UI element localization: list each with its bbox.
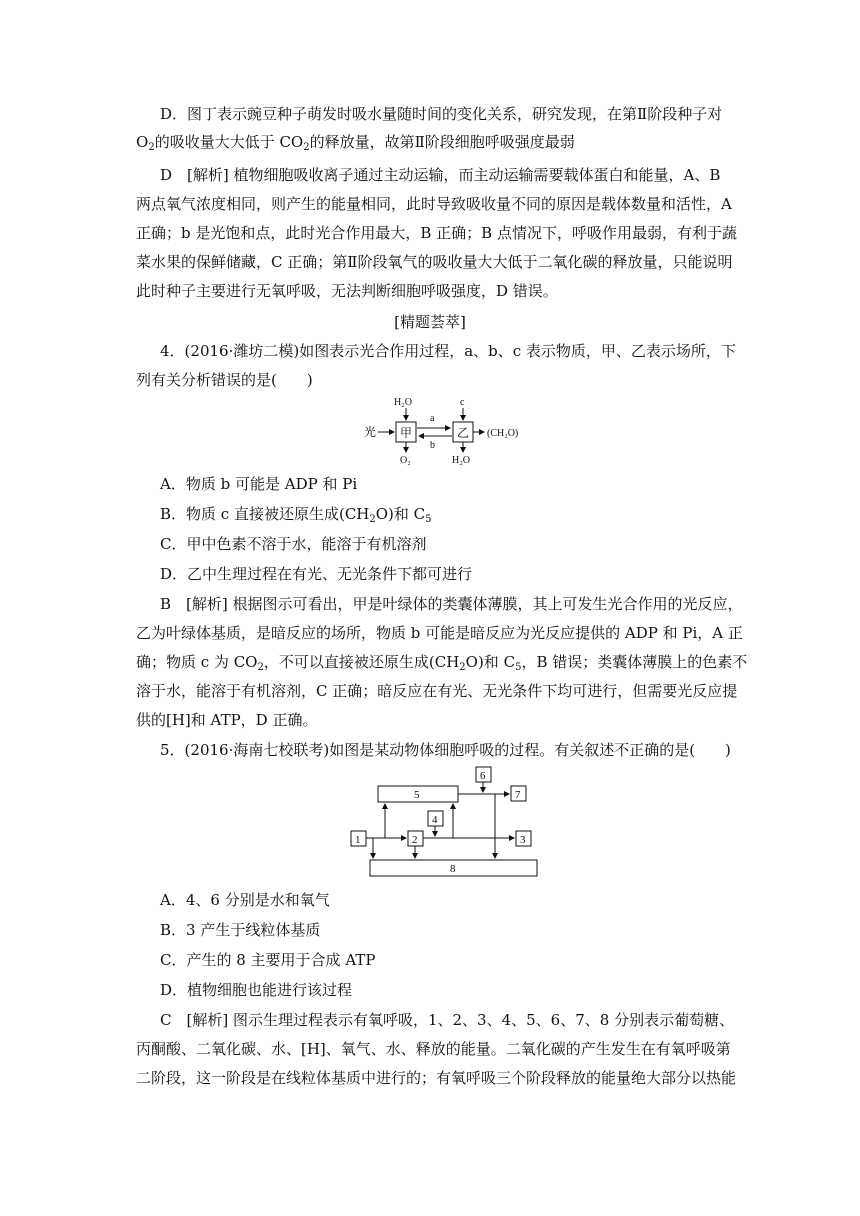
q4-stem-line2: 列有关分析错误的是( ) [136, 371, 313, 389]
q4-explanation-line5: 供的[H]和 ATP，D 正确。 [136, 711, 318, 729]
q5-respiration-diagram [345, 764, 545, 884]
q4-b-label: b [430, 440, 435, 451]
svg-text:7: 7 [515, 789, 521, 801]
q3-explanation-line5: 此时种子主要进行无氧呼吸，无法判断细胞呼吸强度，D 错误。 [136, 282, 558, 300]
q4-photosynthesis-diagram [360, 392, 540, 466]
q4-yi-label: 乙 [457, 426, 470, 440]
svg-text:6: 6 [480, 770, 486, 782]
svg-text:5: 5 [414, 789, 420, 801]
svg-text:8: 8 [450, 863, 456, 875]
q3-option-d-line2: $O_2$的吸收量大大低于 $CO_2$的释放量，故第Ⅱ阶段细胞呼吸强度最弱 [136, 133, 575, 153]
q5-option-b: B．3 产生于线粒体基质 [160, 921, 321, 939]
q4-a-label: a [430, 413, 435, 424]
svg-text:1: 1 [355, 834, 361, 846]
q4-explanation-line2: 乙为叶绿体基质，是暗反应的场所，物质 b 可能是暗反应为光反应提供的 ADP 和 Pi，A 正 [136, 624, 743, 642]
q3-explanation-line1: D [解析] 植物细胞吸收离子通过主动运输，而主动运输需要载体蛋白和能量，A、B [160, 166, 721, 184]
q4-option-c: C．甲中色素不溶于水，能溶于有机溶剂 [160, 535, 427, 553]
q3-explanation-line4: 菜水果的保鲜储藏，C 正确；第Ⅱ阶段氧气的吸收量大大低于二氧化碳的释放量，只能说明 [136, 253, 733, 271]
svg-text:3: 3 [520, 834, 526, 846]
q5-option-d: D．植物细胞也能进行该过程 [160, 981, 353, 999]
q4-light-label: 光 [364, 425, 377, 439]
q4-stem-line1: 4．(2016·潍坊二模)如图表示光合作用过程，a、b、c 表示物质，甲、乙表示场所，下 [160, 342, 736, 360]
svg-text:4: 4 [432, 814, 438, 826]
q4-c-label: c [460, 397, 465, 408]
q3-option-d-line1: D．图丁表示豌豆种子萌发时吸水量随时间的变化关系，研究发现，在第Ⅱ阶段种子对 [160, 105, 723, 123]
q4-ch2o-label: (CH₂O) [487, 428, 519, 439]
q4-explanation-line3: 确；物质 c 为 $CO_2$，不可以直接被还原生成$(CH_2O)$和 $C_5$，B 错误；类囊体薄膜上的色素不 [136, 653, 748, 673]
q4-option-d: D．乙中生理过程在有光、无光条件下都可进行 [160, 565, 473, 583]
q4-h2o-top-label: H₂O [394, 397, 412, 408]
q5-explanation-line1: C [解析] 图示生理过程表示有氧呼吸，1、2、3、4、5、6、7、8 分别表示葡萄糖、 [160, 1011, 735, 1029]
svg-text:2: 2 [412, 834, 418, 846]
q5-explanation-line3: 二阶段，这一阶段是在线粒体基质中进行的；有氧呼吸三个阶段释放的能量绝大部分以热能 [136, 1069, 737, 1087]
q3-explanation-line3: 正确；b 是光饱和点，此时光合作用最大，B 正确；B 点情况下，呼吸作用最弱，有利于蔬 [136, 224, 737, 242]
section-title: [精题荟萃] [394, 313, 466, 331]
q4-h2o-bottom-label: H₂O [452, 455, 470, 466]
q4-option-b: B．物质 c 直接被还原生成$(CH_2O)$和 $C_5$ [160, 505, 432, 525]
q4-explanation-line1: B [解析] 根据图示可看出，甲是叶绿体的类囊体薄膜，其上可发生光合作用的光反应， [160, 595, 743, 613]
q5-option-c: C．产生的 8 主要用于合成 ATP [160, 951, 376, 969]
q3-explanation-line2: 两点氧气浓度相同，则产生的能量相同，此时导致吸收量不同的原因是载体数量和活性，A [136, 195, 732, 213]
q4-option-a: A．物质 b 可能是 ADP 和 Pi [160, 475, 358, 493]
q4-jia-label: 甲 [400, 426, 413, 440]
q4-explanation-line4: 溶于水，能溶于有机溶剂，C 正确；暗反应在有光、无光条件下均可进行，但需要光反应提 [136, 682, 738, 700]
q5-stem: 5．(2016·海南七校联考)如图是某动物体细胞呼吸的过程。有关叙述不正确的是( ) [160, 741, 731, 759]
q5-explanation-line2: 丙酮酸、二氧化碳、水、[H]、氧气、水、释放的能量。二氧化碳的产生发生在有氧呼吸第 [136, 1040, 731, 1058]
q4-o2-label: O₂ [400, 455, 411, 466]
q5-option-a: A．4、6 分别是水和氧气 [160, 891, 330, 909]
